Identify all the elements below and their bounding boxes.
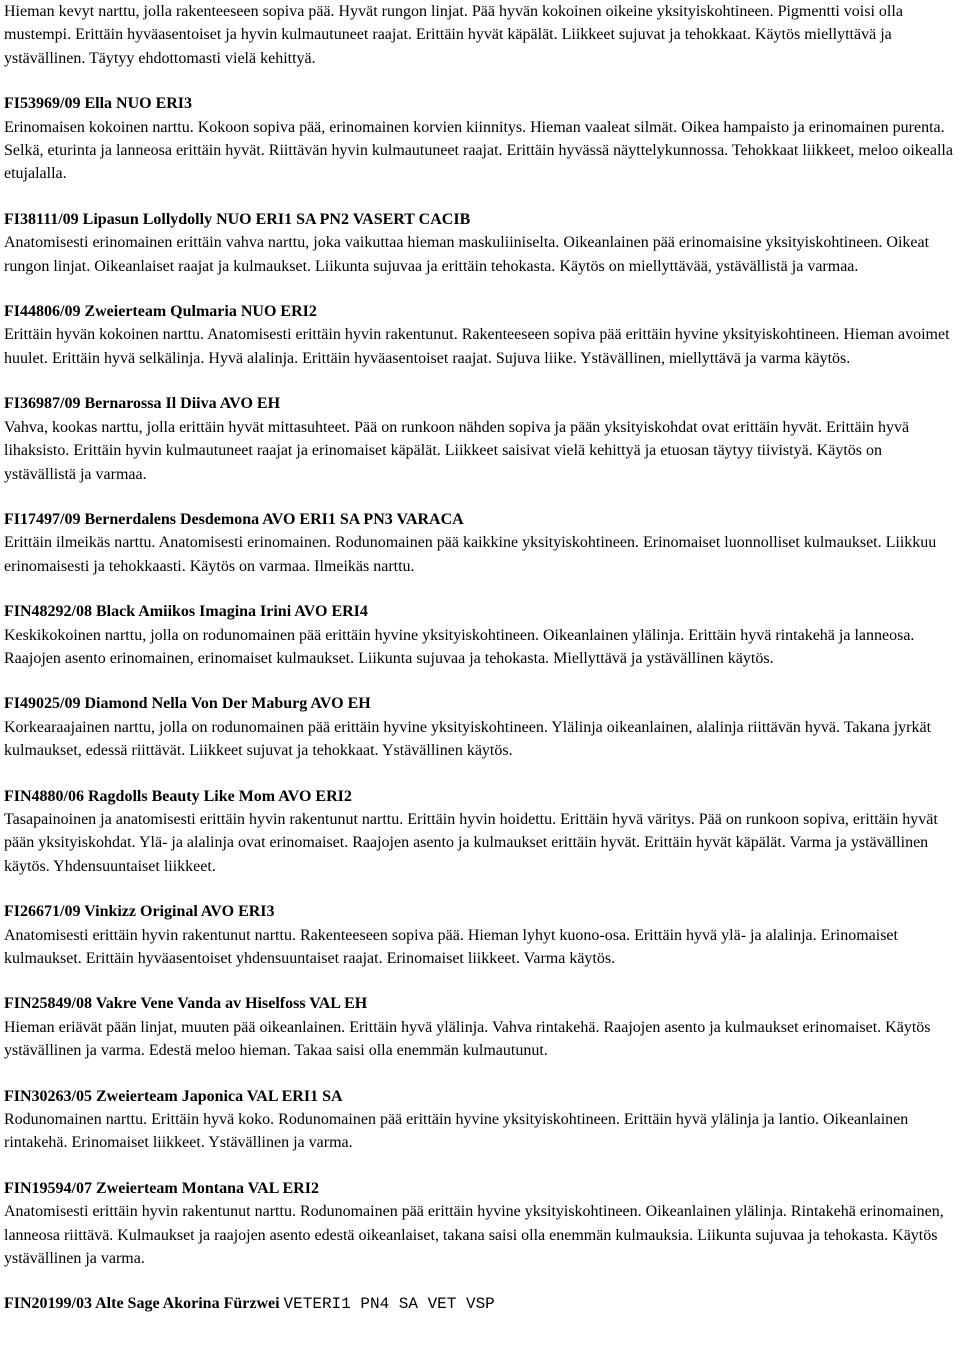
- entry-body: Vahva, kookas narttu, jolla erittäin hyvät mittasuhteet. Pää on runkoon nähden sopiva ja pään yksityiskohdat ovat erittäin hyvät. Erittäin hyvä lihaksisto. Erittäin hyvin kulmautuneet raajat ja erinomaiset käpälät. Liikkeet saisivat vielä kehittyä ja etuosan täytyy tiivistyä. Käytös on ystävällistä ja varmaa.: [4, 418, 910, 483]
- entry-diamond-nella: [4, 692, 956, 762]
- entry-title: FIN19594/07 Zweierteam Montana VAL ERI2: [4, 1179, 319, 1197]
- entry-body: Tasapainoinen ja anatomisesti erittäin hyvin rakentunut narttu. Erittäin hyvin hoidettu. Erittäin hyvä väritys. Pää on runkoon sopiva, erittäin hyvät pään yksityiskohdat. Ylä- ja alalinja ovat erinomaiset. Raajojen asento ja kulmaukset erittäin hyvät. Erittäin hyvät käpälät. Varma ja ystävällinen käytös. Yhdensuuntaiset liikkeet.: [4, 810, 938, 875]
- entry-montana: [4, 1177, 956, 1271]
- entry-title: FI26671/09 Vinkizz Original AVO ERI3: [4, 903, 275, 921]
- entry-title: FIN48292/08 Black Amiikos Imagina Irini AVO ERI4: [4, 603, 368, 621]
- entry-body: Erittäin ilmeikäs narttu. Anatomisesti erinomainen. Rodunomainen pää kaikkine yksityiskohtineen. Erinomaiset luonnolliset kulmaukset. Liikkuu erinomaisesti ja tehokkaasti. Käytös on varmaa. Ilmeikäs narttu.: [4, 534, 937, 575]
- entry-title: FIN25849/08 Vakre Vene Vanda av Hiselfoss VAL EH: [4, 995, 368, 1013]
- intro-paragraph: Hieman kevyt narttu, jolla rakenteeseen sopiva pää. Hyvät rungon linjat. Pää hyvän kokoinen oikeine yksityiskohtineen. Pigmentti voisi olla mustempi. Erittäin hyväasentoiset ja hyvin kulmautuneet raajat. Erittäin hyvät käpälät. Liikkeet sujuvat ja tehokkaat. Käytös miellyttävä ja ystävällinen. Täytyy ehdottomasti vielä kehittyä.: [4, 3, 903, 67]
- entry-body: Erinomaisen kokoinen narttu. Kokoon sopiva pää, erinomainen korvien kiinnitys. Hieman vaaleat silmät. Oikea hampaisto ja erinomainen purenta. Selkä, eturinta ja lanneosa erittäin hyvät. Riittävän hyvin kulmautuneet raajat. Erittäin hyvässä näyttelykunnossa. Tehokkaat liikkeet, meloo oikealla etujalalla.: [4, 118, 953, 183]
- entry-title: FI53969/09 Ella NUO ERI3: [4, 95, 193, 113]
- entry-vinkizz: [4, 900, 956, 970]
- entry-body: Anatomisesti erittäin hyvin rakentunut narttu. Rodunomainen pää erittäin hyvine yksityiskohtineen. Oikeanlainen ylälinja. Rintakehä erinomainen, lanneosa riittävä. Kulmaukset ja raajojen asento edestä oikeanlaiset, takana saisi olla enemmän kulmauksia. Liikunta sujuvaa ja tehokasta. Käytös ystävällinen ja varma.: [4, 1203, 944, 1268]
- entry-body: Hieman eriävät pään linjat, muuten pää oikeanlainen. Erittäin hyvä ylälinja. Vahva rintakehä. Raajojen asento ja kulmaukset erinomaiset. Käytös ystävällinen ja varma. Edestä meloo hieman. Takaa saisi olla enemmän kulmautunut.: [4, 1018, 931, 1060]
- entry-title: FI44806/09 Zweierteam Qulmaria NUO ERI2: [4, 303, 317, 321]
- entry-body: Rodunomainen narttu. Erittäin hyvä koko. Rodunomainen pää erittäin hyvine yksityiskohtineen. Erittäin hyvä ylälinja ja lantio. Oikeanlainen rintakehä. Erinomaiset liikkeet. Ystävällinen ja varma.: [4, 1111, 909, 1152]
- entry-imagina-irini: [4, 600, 956, 670]
- entry-qulmaria: [4, 300, 956, 370]
- entry-title-awards: VETERI1 PN4 SA VET VSP: [283, 1295, 495, 1314]
- entry-ella: [4, 92, 956, 186]
- entry-il-diiva: [4, 392, 956, 486]
- entry-body: Erittäin hyvän kokoinen narttu. Anatomisesti erittäin hyvin rakentunut. Rakenteeseen sopiva pää erittäin hyvine yksityiskohtineen. Hieman avoimet huulet. Erittäin hyvä selkälinja. Hyvä alalinja. Erittäin hyväasentoiset raajat. Sujuva liike. Ystävällinen, miellyttävä ja varma käytös.: [4, 326, 950, 367]
- entry-japonica: [4, 1085, 956, 1155]
- entry-body: Korkearaajainen narttu, jolla on rodunomainen pää erittäin hyvine yksityiskohtineen. Ylälinja oikeanlainen, alalinja riittävän hyvä. Takana jyrkät kulmaukset, edessä riittävät. Liikkeet sujuvat ja tehokkaat. Ystävällinen käytös.: [4, 718, 932, 760]
- entry-title: [4, 1292, 956, 1316]
- entry-body: Anatomisesti erinomainen erittäin vahva narttu, joka vaikuttaa hieman maskuliiniselta. Oikeanlainen pää erinomaisine yksityiskohtineen. Oikeat rungon linjat. Oikeanlaiset raajat ja kulmaukset. Liikunta sujuvaa ja erittäin tehokasta. Käytös on miellyttävää, ystävällistä ja varmaa.: [4, 234, 930, 275]
- entry-title: FIN30263/05 Zweierteam Japonica VAL ERI1 SA: [4, 1087, 343, 1105]
- entry-vakre-vene: [4, 992, 956, 1062]
- entry-body: Anatomisesti erittäin hyvin rakentunut narttu. Rakenteeseen sopiva pää. Hieman lyhyt kuono-osa. Erittäin hyvä ylä- ja alalinja. Erinomaiset kulmaukset. Erittäin hyväasentoiset yhdensuuntaiset raajat. Erinomaiset liikkeet. Varma käytös.: [4, 926, 898, 967]
- entry-title: FI49025/09 Diamond Nella Von Der Maburg AVO EH: [4, 695, 371, 713]
- entry-title: FIN4880/06 Ragdolls Beauty Like Mom AVO ERI2: [4, 787, 352, 805]
- entry-title: FI17497/09 Bernerdalens Desdemona AVO ERI1 SA PN3 VARACA: [4, 510, 464, 528]
- entry-title: FI36987/09 Bernarossa Il Diiva AVO EH: [4, 395, 281, 413]
- entry-ragdolls: [4, 785, 956, 879]
- entry-desdemona: [4, 508, 956, 578]
- entry-body: Keskikokoinen narttu, jolla on rodunomainen pää erittäin hyvine yksityiskohtineen. Oikeanlainen ylälinja. Erittäin hyvä rintakehä ja lanneosa. Raajojen asento erinomainen, erinomaiset kulmaukset. Liikunta sujuvaa ja tehokasta. Miellyttävä ja ystävällinen käytös.: [4, 626, 915, 667]
- entry-akorina: [4, 1292, 956, 1316]
- entry-title-name: FIN20199/03 Alte Sage Akorina Fürzwei: [4, 1295, 280, 1313]
- entry-title: FI38111/09 Lipasun Lollydolly NUO ERI1 SA PN2 VASERT CACIB: [4, 210, 471, 228]
- entry-lollydolly: [4, 208, 956, 278]
- document-page: [4, 0, 956, 1317]
